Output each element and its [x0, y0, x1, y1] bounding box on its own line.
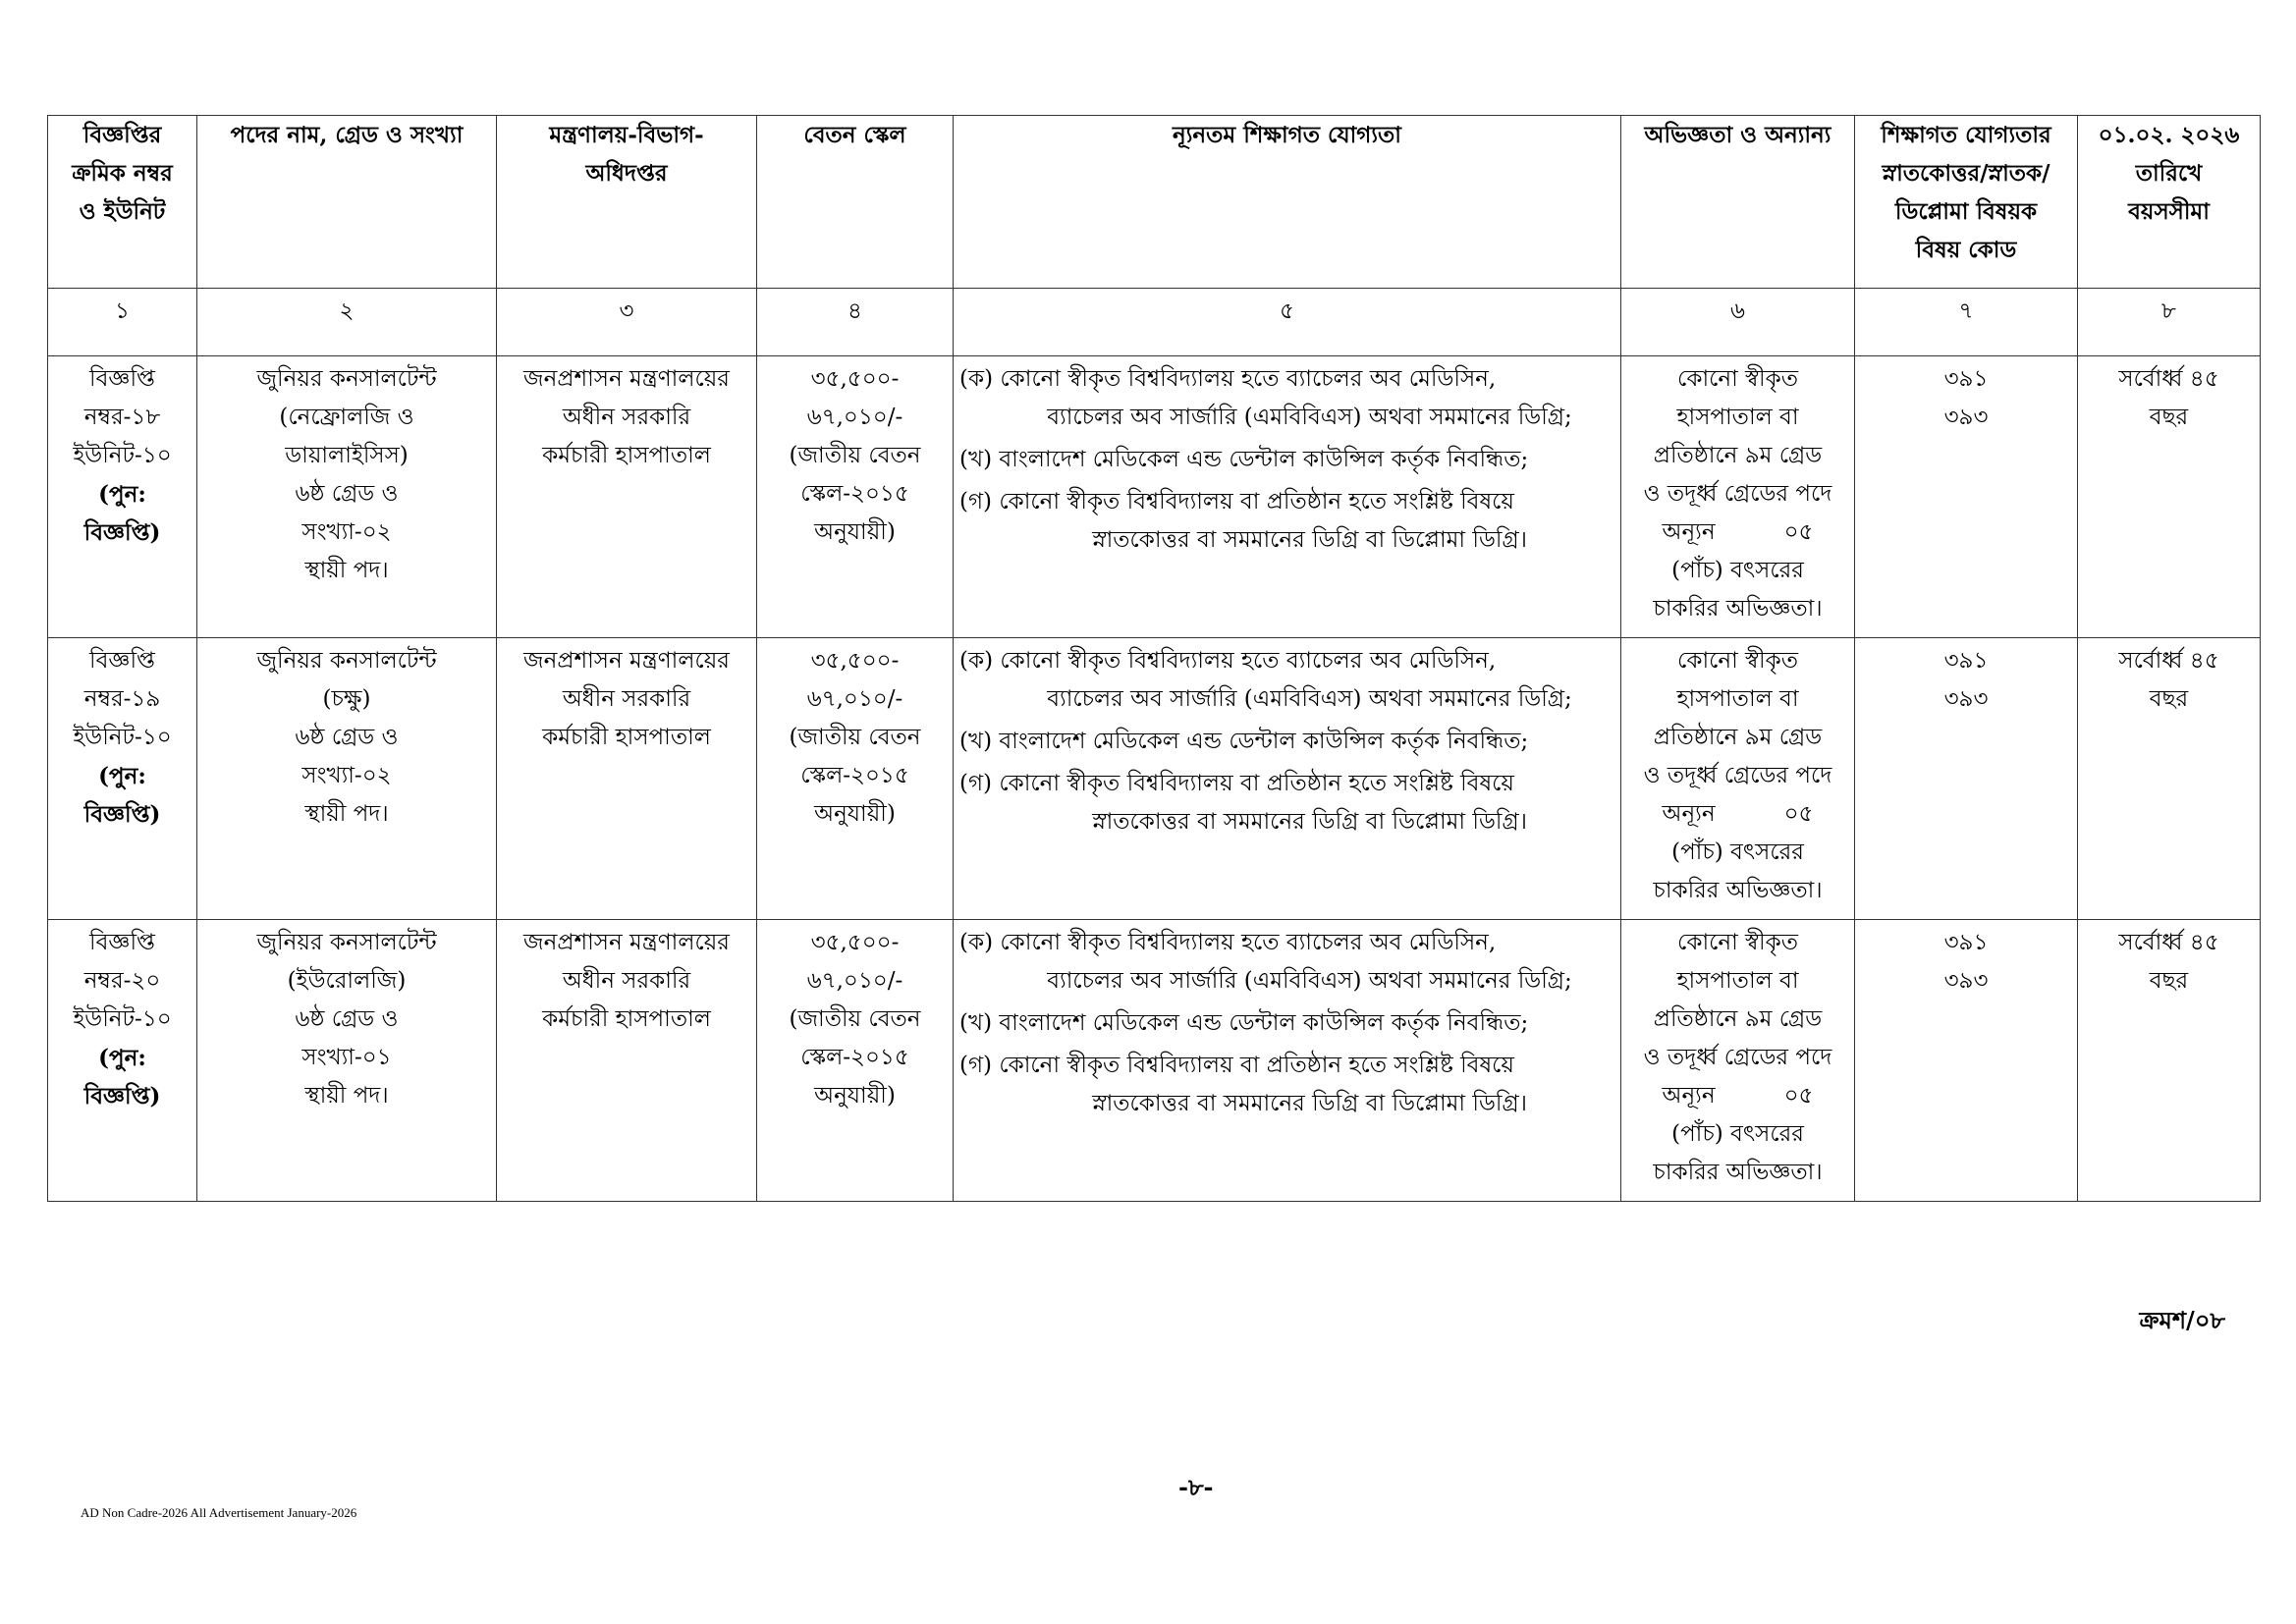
text-line: ৩৯১: [1943, 930, 1989, 955]
text-line: (ইউরোলজি): [287, 968, 407, 994]
post-cell: [197, 638, 497, 920]
text-line: চাকরির অভিজ্ঞতা।: [1653, 1160, 1823, 1185]
text-line: ৩৯৩: [1943, 405, 1989, 430]
text-line: স্কেল-২০১৫: [800, 763, 909, 788]
text-line: (পাঁচ) বৎসরের: [1671, 839, 1804, 865]
text-line: অধিদপ্তর: [585, 160, 668, 187]
notice-cell: [48, 356, 197, 638]
text-line: স্থায়ী পদ।: [304, 801, 389, 827]
qualification-line: (ক) কোনো স্বীকৃত বিশ্ববিদ্যালয় হতে ব্যাচেলর অব মেডিসিন,: [959, 648, 1497, 674]
text-line: হাসপাতাল বা: [1676, 968, 1799, 994]
text-line: ০১.০২. ২০২৬: [2098, 122, 2240, 148]
qualification-line: (খ) বাংলাদেশ মেডিকেল এন্ড ডেন্টাল কাউন্সিল কর্তৃক নিবন্ধিত;: [959, 447, 1529, 472]
text-line: বছর: [2149, 405, 2189, 430]
text-line: ৩৯১: [1943, 366, 1989, 392]
text-line: প্রতিষ্ঠানে ৯ম গ্রেড: [1653, 443, 1823, 468]
text-line: ৩৯১: [1943, 648, 1989, 674]
text-line: ৬ষ্ঠ গ্রেড ও: [295, 1006, 399, 1032]
text-line: কোনো স্বীকৃত: [1677, 648, 1798, 674]
text-line: বিজ্ঞপ্তি: [89, 648, 155, 674]
text-line: (পাঁচ) বৎসরের: [1671, 558, 1804, 583]
subject-code-cell: [1855, 638, 2078, 920]
text-line: ৩৫,৫০০-: [810, 366, 900, 392]
header-age-limit: [2078, 116, 2261, 289]
text-line: সর্বোর্ধ্ব ৪৫: [2118, 930, 2219, 955]
text-line: ও তদূর্ধ্ব গ্রেডের পদে: [1643, 1045, 1832, 1070]
qualification-line: (খ) বাংলাদেশ মেডিকেল এন্ড ডেন্টাল কাউন্সিল কর্তৃক নিবন্ধিত;: [959, 1010, 1529, 1036]
text-line: বিজ্ঞপ্তি: [89, 930, 155, 955]
text-line: সংখ্যা-০২: [301, 763, 392, 788]
text-line: ইউনিট-১০: [73, 725, 172, 750]
qualification-line: স্নাতকোত্তর বা সমমানের ডিগ্রি বা ডিপ্লোমা ডিগ্রি।: [1092, 1091, 1527, 1116]
qualification-line: ব্যাচেলর অব সার্জারি (এমবিবিএস) অথবা সমমানের ডিগ্রি;: [1047, 968, 1572, 994]
qualification-line: (গ) কোনো স্বীকৃত বিশ্ববিদ্যালয় বা প্রতিষ্ঠান হতে সংশ্লিষ্ট বিষয়ে: [959, 771, 1514, 796]
text-line: স্নাতকোত্তর/স্নাতক/: [1882, 160, 2050, 187]
text-line: (নেফ্রোলজি ও: [279, 405, 414, 430]
text-line: ইউনিট-১০: [73, 1006, 172, 1032]
text-line: (জাতীয় বেতন: [789, 1006, 921, 1032]
column-number: ২: [197, 289, 497, 356]
text-line: ৩৫,৫০০-: [810, 930, 900, 955]
text-line: (জাতীয় বেতন: [789, 725, 921, 750]
qualification-item: [959, 642, 1614, 719]
text-fragment: ০৫: [1783, 1083, 1814, 1109]
text-line: বিজ্ঞপ্তি): [83, 801, 161, 828]
qualification-item: [959, 723, 1614, 761]
experience-cell: [1621, 638, 1855, 920]
qualification-line: (গ) কোনো স্বীকৃত বিশ্ববিদ্যালয় বা প্রতিষ্ঠান হতে সংশ্লিষ্ট বিষয়ে: [959, 489, 1514, 514]
text-line: ক্রমিক নম্বর: [72, 160, 173, 187]
age-limit-cell: [2078, 920, 2261, 1202]
qualification-line: (গ) কোনো স্বীকৃত বিশ্ববিদ্যালয় বা প্রতিষ্ঠান হতে সংশ্লিষ্ট বিষয়ে: [959, 1053, 1514, 1078]
text-line: হাসপাতাল বা: [1676, 405, 1799, 430]
text-line: ডিপ্লোমা বিষয়ক: [1894, 198, 2038, 225]
text-line: ৬ষ্ঠ গ্রেড ও: [295, 481, 399, 507]
text-line: ইউনিট-১০: [73, 443, 172, 468]
text-line: স্কেল-২০১৫: [800, 1045, 909, 1070]
text-line: জনপ্রশাসন মন্ত্রণালয়ের: [523, 366, 730, 392]
subject-code-cell: [1855, 920, 2078, 1202]
text-line: (পাঁচ) বৎসরের: [1671, 1121, 1804, 1147]
text-line: নম্বর-২০: [83, 968, 161, 994]
ministry-cell: [497, 920, 757, 1202]
text-line: কর্মচারী হাসপাতাল: [542, 725, 711, 750]
qualification-cell: [954, 920, 1621, 1202]
vacancy-row: [48, 920, 2261, 1202]
text-line: ও তদূর্ধ্ব গ্রেডের পদে: [1643, 481, 1832, 507]
text-fragment: অন্যূন: [1662, 1083, 1716, 1109]
text-line: বয়সসীমা: [2128, 198, 2210, 225]
qualification-item: [959, 765, 1614, 841]
qualification-item: [959, 1004, 1614, 1043]
text-line: ৩৯৩: [1943, 968, 1989, 994]
text-line: ৬ষ্ঠ গ্রেড ও: [295, 725, 399, 750]
text-line: সর্বোর্ধ্ব ৪৫: [2118, 366, 2219, 392]
text-line: অধীন সরকারি: [562, 968, 691, 994]
page-number: -৮-: [1178, 1473, 1214, 1501]
text-line: ৬৭,০১০/-: [806, 686, 903, 712]
text-line: জনপ্রশাসন মন্ত্রণালয়ের: [523, 930, 730, 955]
text-line: ও তদূর্ধ্ব গ্রেডের পদে: [1643, 763, 1832, 788]
text-line: অনুযায়ী): [814, 519, 896, 545]
text-line: জনপ্রশাসন মন্ত্রণালয়ের: [523, 648, 730, 674]
qualification-item: [959, 441, 1614, 479]
text-line: নম্বর-১৯: [83, 686, 161, 712]
text-line: বিজ্ঞপ্তি): [83, 519, 161, 546]
text-fragment: অন্যূন: [1662, 519, 1716, 545]
text-line: প্রতিষ্ঠানে ৯ম গ্রেড: [1653, 725, 1823, 750]
text-line: ৬৭,০১০/-: [806, 405, 903, 430]
text-line: জুনিয়র কনসালটেন্ট: [256, 930, 437, 955]
text-line: (জাতীয় বেতন: [789, 443, 921, 468]
text-line: (পুন:: [98, 763, 146, 789]
header-serial: [48, 116, 197, 289]
text-fragment: ০৫: [1783, 801, 1814, 827]
notice-cell: [48, 920, 197, 1202]
text-line: কোনো স্বীকৃত: [1677, 930, 1798, 955]
text-line: পদের নাম, গ্রেড ও সংখ্যা: [230, 122, 464, 148]
vacancy-row: [48, 638, 2261, 920]
experience-minimum: [1627, 514, 1848, 552]
text-line: অধীন সরকারি: [562, 686, 691, 712]
column-number: ৬: [1621, 289, 1855, 356]
column-number: ৭: [1855, 289, 2078, 356]
text-line: স্কেল-২০১৫: [800, 481, 909, 507]
text-line: জুনিয়র কনসালটেন্ট: [256, 648, 437, 674]
text-line: (পুন:: [98, 1045, 146, 1071]
experience-cell: [1621, 920, 1855, 1202]
pay-scale-cell: [757, 356, 954, 638]
experience-minimum: [1627, 795, 1848, 834]
age-limit-cell: [2078, 638, 2261, 920]
footer-note: AD Non Cadre-2026 All Advertisement January-2026: [81, 1505, 357, 1520]
text-fragment: ০৫: [1783, 519, 1814, 545]
vacancy-table: [47, 115, 2261, 1202]
text-line: হাসপাতাল বা: [1676, 686, 1799, 712]
subject-code-cell: [1855, 356, 2078, 638]
column-number: ৫: [954, 289, 1621, 356]
qualification-line: ব্যাচেলর অব সার্জারি (এমবিবিএস) অথবা সমমানের ডিগ্রি;: [1047, 405, 1572, 430]
qualification-item: [959, 924, 1614, 1001]
text-line: ৩৫,৫০০-: [810, 648, 900, 674]
age-limit-cell: [2078, 356, 2261, 638]
column-number: ১: [48, 289, 197, 356]
text-line: স্থায়ী পদ।: [304, 558, 389, 583]
text-line: অনুযায়ী): [814, 1083, 896, 1109]
notice-cell: [48, 638, 197, 920]
qualification-line: (খ) বাংলাদেশ মেডিকেল এন্ড ডেন্টাল কাউন্সিল কর্তৃক নিবন্ধিত;: [959, 729, 1529, 754]
text-line: ৬৭,০১০/-: [806, 968, 903, 994]
header-pay-scale: [757, 116, 954, 289]
text-line: স্থায়ী পদ।: [304, 1083, 389, 1109]
qualification-cell: [954, 356, 1621, 638]
header-qualification: [954, 116, 1621, 289]
post-cell: [197, 920, 497, 1202]
qualification-line: (ক) কোনো স্বীকৃত বিশ্ববিদ্যালয় হতে ব্যাচেলর অব মেডিসিন,: [959, 930, 1497, 955]
continued-label: ক্রমশ/০৮: [2139, 1306, 2225, 1334]
header-experience: [1621, 116, 1855, 289]
column-number: ৪: [757, 289, 954, 356]
qualification-item: [959, 1047, 1614, 1123]
text-line: বিজ্ঞপ্তির: [82, 122, 162, 148]
ministry-cell: [497, 356, 757, 638]
text-line: কর্মচারী হাসপাতাল: [542, 1006, 711, 1032]
text-line: প্রতিষ্ঠানে ৯ম গ্রেড: [1653, 1006, 1823, 1032]
text-line: সর্বোর্ধ্ব ৪৫: [2118, 648, 2219, 674]
header-ministry: [497, 116, 757, 289]
text-line: বিজ্ঞপ্তি): [83, 1083, 161, 1110]
vacancy-row: [48, 356, 2261, 638]
text-line: শিক্ষাগত যোগ্যতার: [1881, 122, 2051, 148]
qualification-cell: [954, 638, 1621, 920]
text-line: মন্ত্রণালয়-বিভাগ-: [549, 122, 704, 148]
text-line: ৩৯৩: [1943, 686, 1989, 712]
text-line: জুনিয়র কনসালটেন্ট: [256, 366, 437, 392]
pay-scale-cell: [757, 920, 954, 1202]
text-line: (পুন:: [98, 481, 146, 508]
text-line: নম্বর-১৮: [83, 405, 161, 430]
header-subject-code: [1855, 116, 2078, 289]
ministry-cell: [497, 638, 757, 920]
column-number-row: [48, 289, 2261, 356]
text-line: অনুযায়ী): [814, 801, 896, 827]
text-line: বেতন স্কেল: [803, 122, 906, 148]
text-line: তারিখে: [2135, 160, 2203, 187]
text-line: কর্মচারী হাসপাতাল: [542, 443, 711, 468]
text-line: কোনো স্বীকৃত: [1677, 366, 1798, 392]
text-fragment: অন্যূন: [1662, 801, 1716, 827]
text-line: বছর: [2149, 968, 2189, 994]
post-cell: [197, 356, 497, 638]
text-line: অধীন সরকারি: [562, 405, 691, 430]
experience-minimum: [1627, 1077, 1848, 1115]
text-line: অভিজ্ঞতা ও অন্যান্য: [1644, 122, 1831, 148]
text-line: ন্যূনতম শিক্ষাগত যোগ্যতা: [1173, 122, 1401, 148]
qualification-item: [959, 483, 1614, 560]
qualification-line: স্নাতকোত্তর বা সমমানের ডিগ্রি বা ডিপ্লোমা ডিগ্রি।: [1092, 809, 1527, 835]
header-row: [48, 116, 2261, 289]
header-post: [197, 116, 497, 289]
column-number: ৩: [497, 289, 757, 356]
column-number: ৮: [2078, 289, 2261, 356]
text-line: ও ইউনিট: [79, 198, 166, 225]
text-line: বছর: [2149, 686, 2189, 712]
qualification-line: ব্যাচেলর অব সার্জারি (এমবিবিএস) অথবা সমমানের ডিগ্রি;: [1047, 686, 1572, 712]
text-line: সংখ্যা-০২: [301, 519, 392, 545]
qualification-item: [959, 360, 1614, 437]
text-line: (চক্ষু): [322, 686, 371, 712]
experience-cell: [1621, 356, 1855, 638]
pay-scale-cell: [757, 638, 954, 920]
qualification-line: (ক) কোনো স্বীকৃত বিশ্ববিদ্যালয় হতে ব্যাচেলর অব মেডিসিন,: [959, 366, 1497, 392]
text-line: বিজ্ঞপ্তি: [89, 366, 155, 392]
text-line: সংখ্যা-০১: [301, 1045, 392, 1070]
text-line: ডায়ালাইসিস): [285, 443, 409, 468]
text-line: চাকরির অভিজ্ঞতা।: [1653, 878, 1823, 903]
text-line: বিষয় কোড: [1915, 237, 2017, 263]
text-line: চাকরির অভিজ্ঞতা।: [1653, 596, 1823, 622]
qualification-line: স্নাতকোত্তর বা সমমানের ডিগ্রি বা ডিপ্লোমা ডিগ্রি।: [1092, 527, 1527, 553]
